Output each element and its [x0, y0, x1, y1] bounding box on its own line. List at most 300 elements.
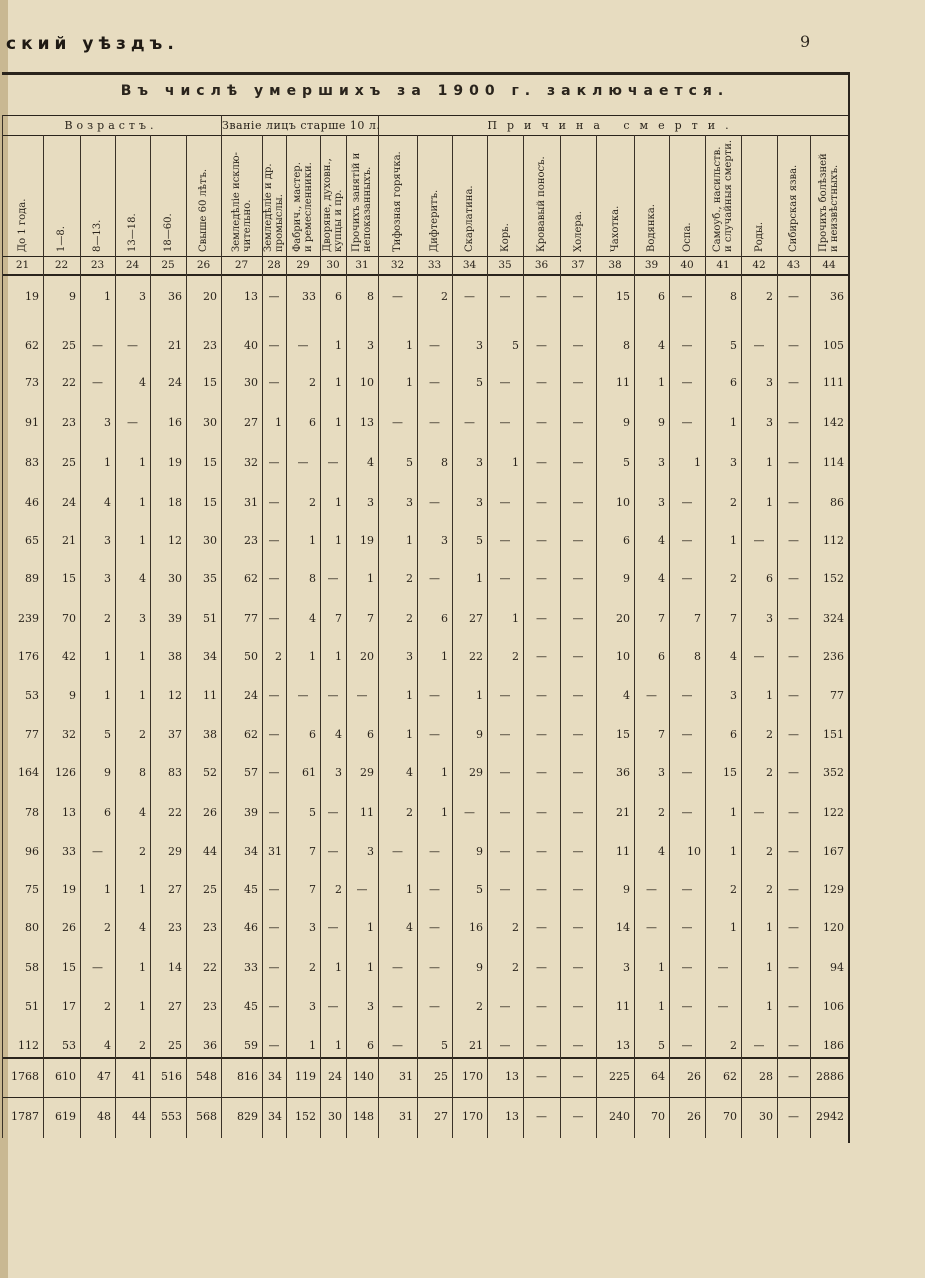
- table-cell: 1: [512, 612, 519, 625]
- column-header: Дворяне, духовн., купцы и пр.: [322, 158, 344, 252]
- total-cell: 152: [295, 1110, 316, 1123]
- table-cell: 7: [309, 845, 316, 858]
- table-cell: —: [572, 1039, 584, 1052]
- column-header: До 1 года.: [17, 198, 28, 252]
- table-cell: 3: [104, 572, 111, 585]
- total-cell: 240: [609, 1110, 630, 1123]
- column-header: Земледѣліе и др. промыслы.: [263, 163, 285, 252]
- table-cell: 1: [335, 339, 342, 352]
- total-cell: 516: [161, 1070, 182, 1083]
- table-cell: 30: [168, 572, 182, 585]
- table-cell: 36: [168, 290, 182, 303]
- table-cell: 15: [203, 456, 217, 469]
- table-cell: 1: [139, 689, 146, 702]
- total-cell: 64: [651, 1070, 665, 1083]
- table-cell: 3: [766, 376, 773, 389]
- table-cell: —: [753, 339, 765, 352]
- table-cell: 2: [104, 921, 111, 934]
- table-cell: 120: [823, 921, 844, 934]
- table-cell: —: [429, 961, 440, 974]
- table-cell: 1: [730, 416, 737, 429]
- table-cell: 77: [25, 728, 39, 741]
- table-cell: 2: [658, 806, 665, 819]
- table-cell: —: [429, 496, 440, 509]
- total-cell: 28: [759, 1070, 773, 1083]
- table-cell: 1: [766, 689, 773, 702]
- table-cell: 8: [367, 290, 374, 303]
- table-cell: —: [92, 376, 103, 389]
- table-cell: 2: [512, 961, 519, 974]
- total-cell: 148: [353, 1110, 374, 1123]
- table-cell: —: [356, 689, 368, 702]
- table-cell: 3: [658, 496, 665, 509]
- table-cell: 6: [658, 650, 665, 663]
- table-cell: 9: [69, 290, 76, 303]
- table-cell: —: [788, 290, 799, 303]
- column-number: 30: [326, 259, 340, 271]
- column-number: 38: [608, 259, 622, 271]
- total-cell: 47: [97, 1070, 111, 1083]
- table-cell: 15: [616, 728, 630, 741]
- total-cell: —: [572, 1070, 584, 1083]
- table-cell: —: [536, 845, 547, 858]
- table-cell: 2: [309, 496, 316, 509]
- table-cell: 20: [616, 612, 630, 625]
- table-cell: 2: [139, 845, 146, 858]
- table-cell: —: [788, 534, 799, 547]
- table-cell: 1: [730, 534, 737, 547]
- column-number: 35: [498, 259, 512, 271]
- table-cell: 83: [168, 766, 182, 779]
- column-number: 23: [90, 259, 105, 271]
- table-cell: 1: [694, 456, 701, 469]
- table-cell: 32: [62, 728, 76, 741]
- column-rule: [560, 135, 561, 1138]
- table-cell: 25: [203, 883, 217, 896]
- table-cell: —: [268, 961, 280, 974]
- table-cell: 27: [469, 612, 483, 625]
- column-header: 18—60.: [162, 213, 174, 252]
- table-cell: —: [429, 728, 440, 741]
- table-cell: 33: [62, 845, 76, 858]
- table-cell: —: [392, 845, 403, 858]
- table-cell: —: [753, 650, 765, 663]
- column-rule: [596, 135, 597, 1138]
- table-cell: 21: [469, 1039, 483, 1052]
- table-cell: 44: [203, 845, 217, 858]
- table-cell: 1: [406, 689, 413, 702]
- table-cell: —: [327, 689, 339, 702]
- total-cell: 26: [687, 1110, 701, 1123]
- table-cell: —: [536, 339, 547, 352]
- total-cell: 48: [97, 1110, 111, 1123]
- table-cell: 4: [104, 1039, 111, 1052]
- table-cell: 112: [18, 1039, 39, 1052]
- table-cell: 142: [823, 416, 844, 429]
- table-cell: —: [297, 339, 309, 352]
- table-cell: —: [572, 806, 584, 819]
- table-cell: 14: [168, 961, 182, 974]
- table-cell: —: [681, 534, 693, 547]
- table-cell: 122: [823, 806, 844, 819]
- table-cell: 24: [244, 689, 258, 702]
- total-cell: 829: [237, 1110, 258, 1123]
- table-cell: —: [127, 339, 138, 352]
- column-number: 36: [534, 259, 549, 271]
- table-cell: —: [681, 728, 693, 741]
- table-cell: —: [92, 961, 103, 974]
- table-cell: 30: [203, 416, 217, 429]
- column-header: Тифозная горячка.: [392, 151, 403, 252]
- table-cell: 46: [25, 496, 39, 509]
- table-cell: —: [536, 766, 547, 779]
- table-cell: —: [392, 961, 403, 974]
- table-cell: —: [681, 339, 693, 352]
- table-cell: —: [572, 689, 584, 702]
- table-cell: —: [268, 806, 280, 819]
- table-cell: 105: [823, 339, 844, 352]
- table-cell: 1: [730, 845, 737, 858]
- table-cell: 114: [823, 456, 844, 469]
- table-cell: 83: [25, 456, 39, 469]
- table-cell: —: [753, 806, 765, 819]
- table-cell: 11: [616, 845, 630, 858]
- table-cell: —: [536, 728, 547, 741]
- table-cell: 13: [62, 806, 76, 819]
- column-header: Земледѣліе исклю- чительно.: [230, 152, 253, 252]
- table-cell: —: [268, 728, 280, 741]
- table-cell: 3: [730, 689, 737, 702]
- table-cell: —: [268, 376, 280, 389]
- table-cell: 152: [823, 572, 844, 585]
- table-cell: 1: [139, 534, 146, 547]
- table-cell: —: [536, 456, 547, 469]
- table-cell: 106: [823, 1000, 844, 1013]
- table-cell: 45: [244, 883, 258, 896]
- table-cell: —: [536, 290, 547, 303]
- table-cell: 1: [309, 650, 316, 663]
- table-cell: —: [572, 534, 584, 547]
- table-cell: —: [499, 1039, 511, 1052]
- table-cell: —: [681, 689, 693, 702]
- total-cell: 62: [723, 1070, 737, 1083]
- column-number: 44: [822, 259, 836, 271]
- column-header: Сибирская язва.: [788, 164, 799, 252]
- table-cell: —: [392, 290, 403, 303]
- table-cell: 2: [335, 883, 342, 896]
- table-cell: 7: [658, 612, 665, 625]
- total-cell: 41: [132, 1070, 146, 1083]
- table-cell: 324: [823, 612, 844, 625]
- total-cell: 13: [505, 1110, 519, 1123]
- table-cell: 70: [62, 612, 76, 625]
- table-cell: 10: [687, 845, 701, 858]
- table-cell: —: [429, 572, 440, 585]
- total-cell: 225: [609, 1070, 630, 1083]
- table-cell: 2: [730, 883, 737, 896]
- table-cell: 129: [823, 883, 844, 896]
- table-cell: 5: [476, 534, 483, 547]
- table-cell: —: [536, 883, 547, 896]
- table-cell: 3: [441, 534, 448, 547]
- table-cell: —: [681, 290, 693, 303]
- table-cell: —: [788, 650, 799, 663]
- table-cell: —: [788, 845, 799, 858]
- column-number: 25: [161, 259, 175, 271]
- table-cell: 1: [335, 534, 342, 547]
- table-cell: 2: [406, 572, 413, 585]
- group-header-rank: Званіе лицъ старше 10 л.: [222, 119, 381, 132]
- column-number: 43: [786, 259, 801, 271]
- table-cell: —: [788, 1000, 799, 1013]
- table-cell: 5: [730, 339, 737, 352]
- table-cell: —: [788, 339, 799, 352]
- table-cell: 4: [658, 845, 665, 858]
- table-cell: —: [268, 572, 280, 585]
- column-rule: [777, 135, 778, 1138]
- table-cell: 1: [335, 376, 342, 389]
- table-cell: 25: [62, 456, 76, 469]
- column-number: 37: [571, 259, 585, 271]
- table-cell: —: [788, 376, 799, 389]
- table-cell: —: [268, 534, 280, 547]
- table-cell: —: [268, 689, 280, 702]
- table-cell: 24: [62, 496, 76, 509]
- total-cell: 619: [55, 1110, 76, 1123]
- table-cell: 4: [104, 496, 111, 509]
- table-cell: 37: [168, 728, 182, 741]
- table-cell: 11: [203, 689, 217, 702]
- column-number: 24: [125, 259, 140, 271]
- total-cell: 31: [399, 1110, 413, 1123]
- column-rule: [705, 135, 706, 1138]
- table-cell: 1: [766, 1000, 773, 1013]
- table-cell: 18: [168, 496, 182, 509]
- total-cell: 70: [723, 1110, 737, 1123]
- table-cell: 2: [104, 1000, 111, 1013]
- totals-rule-middle: [2, 1097, 848, 1098]
- table-cell: —: [753, 534, 765, 547]
- table-cell: 13: [616, 1039, 630, 1052]
- table-cell: 1: [441, 766, 448, 779]
- table-cell: 5: [476, 376, 483, 389]
- column-rule: [741, 135, 742, 1138]
- column-header: Дифтеритъ.: [429, 189, 440, 252]
- table-cell: 4: [406, 921, 413, 934]
- table-cell: 38: [203, 728, 217, 741]
- total-cell: 30: [328, 1110, 342, 1123]
- table-cell: 4: [139, 572, 146, 585]
- table-cell: —: [681, 766, 693, 779]
- total-cell: —: [536, 1070, 547, 1083]
- table-cell: 21: [168, 339, 182, 352]
- table-cell: —: [753, 1039, 765, 1052]
- table-cell: —: [681, 1039, 693, 1052]
- table-cell: 25: [168, 1039, 182, 1052]
- table-cell: 6: [623, 534, 630, 547]
- table-cell: —: [429, 921, 440, 934]
- table-cell: 29: [469, 766, 483, 779]
- table-cell: 15: [203, 496, 217, 509]
- table-cell: 9: [476, 728, 483, 741]
- group-row-rule: [2, 135, 848, 136]
- table-cell: —: [297, 456, 309, 469]
- column-header: Фабрич., мастер. и ремесленники.: [292, 162, 314, 252]
- table-cell: —: [572, 290, 584, 303]
- table-cell: 2: [730, 1039, 737, 1052]
- table-cell: 6: [335, 290, 342, 303]
- table-cell: 16: [469, 921, 483, 934]
- table-cell: 7: [309, 883, 316, 896]
- table-cell: 62: [25, 339, 39, 352]
- table-cell: 3: [104, 416, 111, 429]
- table-cell: —: [681, 921, 693, 934]
- table-cell: —: [499, 1000, 511, 1013]
- table-cell: 2: [139, 728, 146, 741]
- column-header: Прочихъ занятій и непоказанныхъ.: [351, 152, 373, 252]
- table-cell: —: [327, 1000, 339, 1013]
- table-cell: 3: [766, 416, 773, 429]
- table-cell: 21: [616, 806, 630, 819]
- table-cell: 10: [360, 376, 374, 389]
- table-cell: —: [681, 883, 693, 896]
- table-cell: 38: [168, 650, 182, 663]
- table-cell: 5: [104, 728, 111, 741]
- column-rule: [523, 135, 524, 1138]
- table-cell: —: [499, 766, 511, 779]
- column-number-rule-top: [2, 256, 848, 257]
- table-cell: 11: [360, 806, 374, 819]
- table-cell: 1: [441, 650, 448, 663]
- table-cell: 21: [62, 534, 76, 547]
- table-cell: 25: [62, 339, 76, 352]
- total-cell: 13: [505, 1070, 519, 1083]
- table-cell: —: [572, 1000, 584, 1013]
- table-cell: —: [327, 572, 339, 585]
- table-cell: 23: [203, 1000, 217, 1013]
- column-number: 32: [390, 259, 405, 271]
- table-cell: 15: [723, 766, 737, 779]
- table-cell: 24: [168, 376, 182, 389]
- table-cell: —: [268, 921, 280, 934]
- table-cell: 236: [823, 650, 844, 663]
- column-header: 8—13.: [92, 219, 103, 252]
- column-number: 39: [644, 259, 659, 271]
- table-cell: 10: [616, 650, 630, 663]
- table-cell: 57: [244, 766, 258, 779]
- table-cell: —: [572, 883, 584, 896]
- table-cell: 4: [406, 766, 413, 779]
- table-cell: 9: [476, 961, 483, 974]
- table-cell: 12: [168, 534, 182, 547]
- table-cell: 1: [658, 961, 665, 974]
- table-cell: 151: [823, 728, 844, 741]
- table-cell: —: [327, 845, 339, 858]
- table-cell: —: [499, 572, 511, 585]
- column-header: Холера.: [572, 211, 584, 252]
- table-cell: 352: [823, 766, 844, 779]
- table-cell: 52: [203, 766, 217, 779]
- table-cell: 34: [203, 650, 217, 663]
- table-cell: —: [536, 416, 547, 429]
- table-cell: —: [572, 416, 584, 429]
- table-cell: —: [681, 806, 693, 819]
- table-cell: 167: [823, 845, 844, 858]
- table-cell: 23: [168, 921, 182, 934]
- table-cell: 3: [730, 456, 737, 469]
- table-cell: 6: [766, 572, 773, 585]
- table-cell: 6: [441, 612, 448, 625]
- table-cell: 5: [623, 456, 630, 469]
- table-cell: 58: [25, 961, 39, 974]
- table-cell: 1: [139, 650, 146, 663]
- table-cell: 3: [104, 534, 111, 547]
- table-cell: 1: [406, 339, 413, 352]
- table-cell: 53: [62, 1039, 76, 1052]
- table-cell: —: [572, 728, 584, 741]
- table-cell: 91: [25, 416, 39, 429]
- table-cell: 77: [244, 612, 258, 625]
- table-cell: 19: [62, 883, 76, 896]
- table-cell: 9: [476, 845, 483, 858]
- table-cell: 3: [476, 496, 483, 509]
- table-cell: 5: [441, 1039, 448, 1052]
- table-cell: 36: [616, 766, 630, 779]
- total-cell: 2942: [816, 1110, 844, 1123]
- table-cell: 39: [244, 806, 258, 819]
- table-cell: 1: [104, 290, 111, 303]
- total-cell: 170: [462, 1110, 483, 1123]
- column-rule: [487, 135, 488, 1138]
- table-cell: 1: [335, 961, 342, 974]
- table-cell: —: [92, 845, 103, 858]
- column-header: 1—8.: [56, 226, 67, 252]
- total-cell: —: [572, 1110, 584, 1123]
- table-cell: —: [788, 689, 799, 702]
- column-number: 33: [427, 259, 442, 271]
- table-cell: 111: [823, 376, 844, 389]
- table-cell: —: [788, 806, 799, 819]
- table-cell: —: [536, 534, 547, 547]
- table-cell: 26: [62, 921, 76, 934]
- table-cell: —: [572, 456, 584, 469]
- table-cell: 15: [616, 290, 630, 303]
- table-cell: 3: [139, 612, 146, 625]
- table-cell: 4: [139, 921, 146, 934]
- table-cell: 3: [367, 496, 374, 509]
- column-rule: [810, 135, 811, 1138]
- table-cell: 1: [476, 572, 483, 585]
- total-cell: 25: [434, 1070, 448, 1083]
- table-cell: 3: [309, 1000, 316, 1013]
- table-cell: 40: [244, 339, 258, 352]
- table-cell: 29: [360, 766, 374, 779]
- table-cell: 7: [694, 612, 701, 625]
- column-number: 29: [296, 259, 310, 271]
- table-cell: —: [572, 376, 584, 389]
- table-cell: —: [646, 883, 657, 896]
- table-cell: 4: [623, 689, 630, 702]
- table-cell: 4: [658, 534, 665, 547]
- page-number: 9: [800, 32, 811, 51]
- table-cell: —: [572, 961, 584, 974]
- table-cell: —: [499, 416, 511, 429]
- column-header: Корь.: [499, 223, 511, 252]
- table-cell: 23: [62, 416, 76, 429]
- table-cell: 9: [623, 883, 630, 896]
- table-cell: —: [536, 650, 547, 663]
- table-cell: 2: [476, 1000, 483, 1013]
